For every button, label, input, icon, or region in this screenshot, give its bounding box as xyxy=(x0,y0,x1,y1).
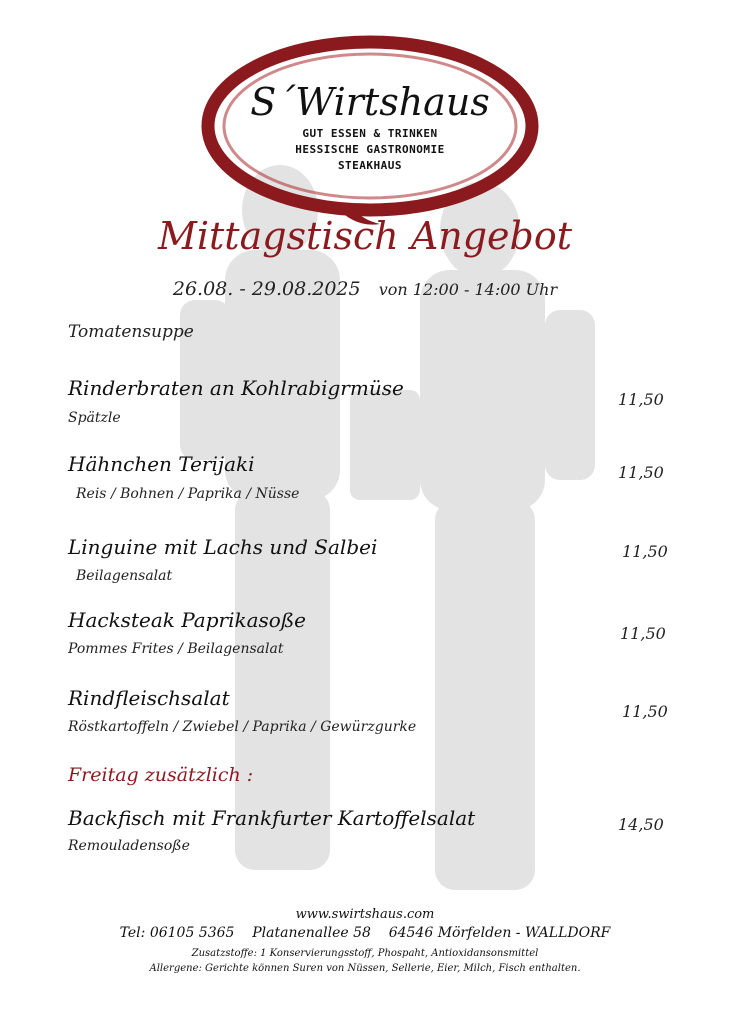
menu-item-price: 11,50 xyxy=(622,702,668,721)
friday-heading: Freitag zusätzlich : xyxy=(68,764,254,786)
date-range: 26.08. - 29.08.2025 xyxy=(172,278,361,300)
menu-item-name: Hähnchen Terijaki xyxy=(68,452,255,476)
menu-item-price: 11,50 xyxy=(618,463,664,482)
offer-dates xyxy=(0,278,730,300)
logo-name: S´Wirtshaus xyxy=(250,80,490,124)
footer-website[interactable]: www.swirtshaus.com xyxy=(295,907,435,922)
friday-item-name: Backfisch mit Frankfurter Kartoffelsalat xyxy=(68,806,476,830)
menu-item-side: Reis / Bohnen / Paprika / Nüsse xyxy=(76,486,300,502)
friday-item-price: 14,50 xyxy=(618,815,664,834)
menu-item-side: Spätzle xyxy=(68,410,121,426)
time-range: von 12:00 - 14:00 Uhr xyxy=(378,280,558,299)
menu-item-name: Rindfleischsalat xyxy=(68,686,230,710)
footer-contact: Tel: 06105 5365 Platanenallee 58 64546 Mörfelden - WALLDORF xyxy=(119,925,611,941)
logo-tagline-1: GUT ESSEN & TRINKEN xyxy=(302,127,438,140)
menu-item-name: Hacksteak Paprikasoße xyxy=(68,608,307,632)
menu-item-name: Linguine mit Lachs und Salbei xyxy=(68,535,378,559)
footer-allergens: Allergene: Gerichte können Suren von Nüssen, Sellerie, Eier, Milch, Fisch enthalten. xyxy=(149,963,581,974)
menu-item-side: Pommes Frites / Beilagensalat xyxy=(68,641,284,657)
menu-item-side: Beilagensalat xyxy=(76,568,173,584)
menu-item-price: 11,50 xyxy=(622,542,668,561)
logo-tagline-2: HESSISCHE GASTRONOMIE xyxy=(295,143,445,156)
soup-of-day: Tomatensuppe xyxy=(68,322,194,342)
menu-item-price: 11,50 xyxy=(618,390,664,409)
menu-item-side: Röstkartoffeln / Zwiebel / Paprika / Gewürzgurke xyxy=(68,719,417,735)
logo-tagline-3: STEAKHAUS xyxy=(337,159,403,172)
friday-item-side: Remouladensoße xyxy=(68,838,190,854)
menu-item-price: 11,50 xyxy=(620,624,666,643)
restaurant-logo xyxy=(195,28,545,238)
footer-additives: Zusatzstoffe: 1 Konservierungsstoff, Phospaht, Antioxidansonsmittel xyxy=(191,948,539,959)
menu-item-name: Rinderbraten an Kohlrabigrmüse xyxy=(68,376,404,400)
page-title: Mittagstisch Angebot xyxy=(157,214,573,258)
